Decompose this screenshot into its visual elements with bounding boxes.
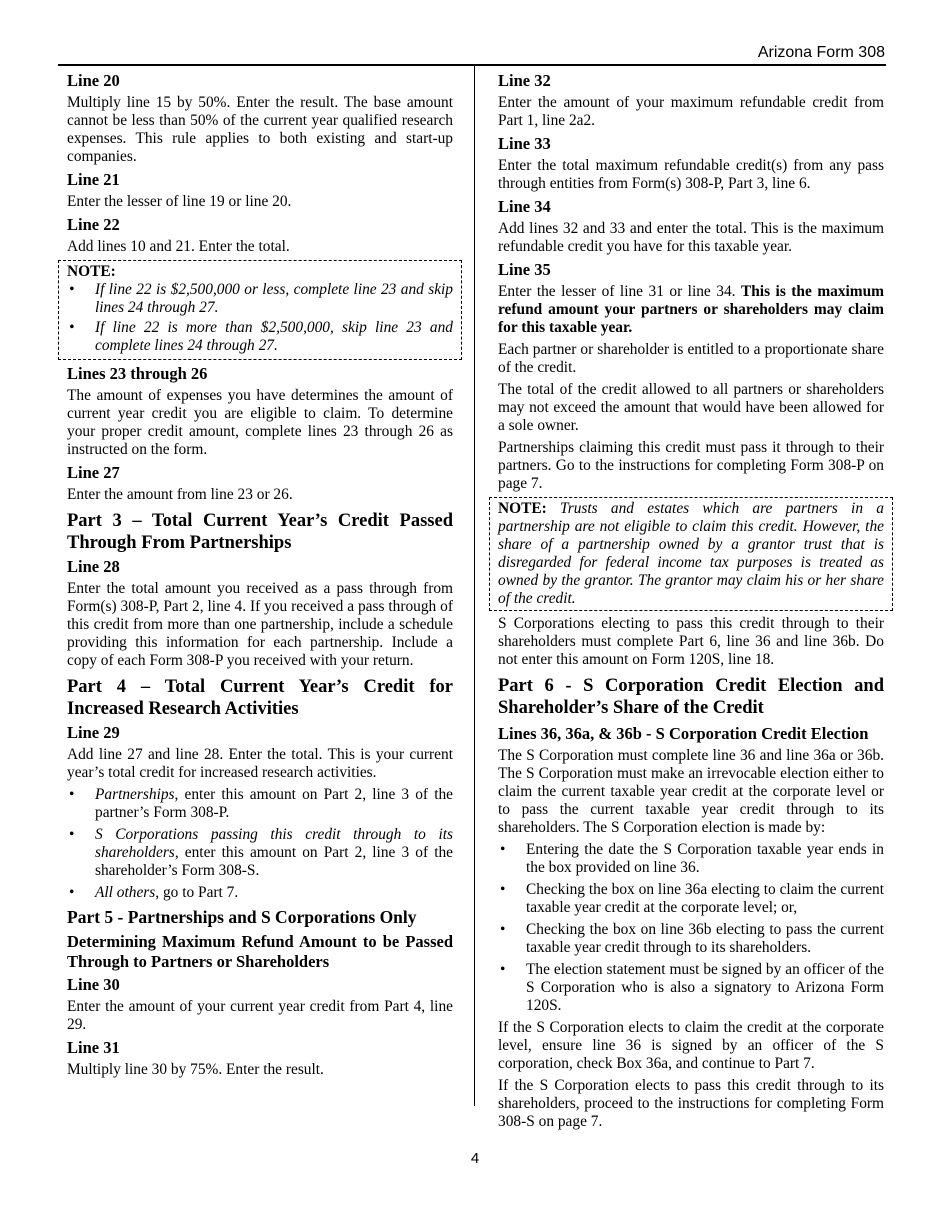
- line35-text: [498, 283, 884, 337]
- part6-heading: Part 6 - S Corporation Credit Election and Shareholder’s Share of the Credit: [498, 676, 884, 718]
- lines36-text: The S Corporation must complete line 36 and line 36a or 36b. The S Corporation must make an irrevocable election either to claim the current taxable year credit at the corporate level or to pass the current taxable year credit through to its shareholders. The S Corporation election is made by:: [498, 747, 884, 836]
- lines23-26-heading: Lines 23 through 26: [67, 364, 208, 383]
- list-item: [67, 884, 453, 902]
- lines36-list: [498, 841, 884, 1015]
- line29-list: [67, 786, 453, 902]
- list-item: [67, 786, 453, 822]
- line30-heading: Line 30: [67, 975, 120, 994]
- bullet-lead: S Corporations passing this credit through to its shareholders: [95, 826, 453, 861]
- line35-lead: Enter the lesser of line 31 or line 34.: [498, 283, 741, 300]
- line35-p3: The total of the credit allowed to all partners or shareholders may not exceed the amount that would have been allowed for a sole owner.: [498, 381, 884, 434]
- line35-p2: Each partner or shareholder is entitled to a proportionate share of the credit.: [498, 341, 884, 376]
- lines36-heading: Lines 36, 36a, & 36b - S Corporation Credit Election: [498, 724, 869, 743]
- bullet-rest: go to Part 7.: [159, 884, 239, 901]
- note-text: Trusts and estates which are partners in a partnership are not eligible to claim this credit. However, the share of a partnership owned by a grantor trust that is disregarded for federal income tax purposes is treated as owned by the grantor. The grantor may claim his or her share of the credit.: [498, 500, 884, 607]
- note-box-line22: [58, 260, 462, 360]
- line32-heading: Line 32: [498, 71, 551, 90]
- line21-text: Enter the lesser of line 19 or line 20.: [67, 193, 292, 210]
- line20-heading: Line 20: [67, 71, 120, 90]
- line34-heading: Line 34: [498, 197, 551, 216]
- bullet-rest: , enter this amount on Part 2, line 3 of the partner’s Form 308-P.: [95, 786, 453, 821]
- left-column: [67, 68, 453, 1083]
- line28-text: Enter the total amount you received as a pass through from Form(s) 308-P, Part 2, line 4. If you received a pass through of this credit from more than one partnership, include a schedule providing this information for each partnership. Include a copy of each Form 308-P you received with your return.: [67, 580, 453, 669]
- lines36-p2: If the S Corporation elects to claim the credit at the corporate level, ensure line 36 is signed by an officer of the S corporation, check Box 36a, and continue to Part 7.: [498, 1019, 884, 1072]
- line27-text: Enter the amount from line 23 or 26.: [67, 486, 293, 503]
- note-label: NOTE:: [498, 500, 547, 517]
- part5-subheading: Determining Maximum Refund Amount to be Passed Through to Partners or Shareholders: [67, 932, 453, 971]
- bullet-lead: All others,: [95, 884, 160, 901]
- part5-heading: Part 5 - Partnerships and S Corporations Only: [67, 907, 417, 927]
- line35-bold: This is the maximum refund amount your partners or shareholders may claim for this taxable year.: [498, 283, 885, 336]
- form-title: Arizona Form 308: [757, 44, 885, 61]
- line32-text: Enter the amount of your maximum refundable credit from Part 1, line 2a2.: [498, 94, 884, 129]
- lines23-26-text: The amount of expenses you have determines the amount of current year credit you are eligible to claim. To determine your proper credit amount, complete lines 23 through 26 as instructed on the form.: [67, 387, 453, 458]
- line34-text: Add lines 32 and 33 and enter the total. This is the maximum refundable credit you have for this taxable year.: [498, 220, 884, 255]
- note-item: • If line 22 is more than $2,500,000, skip line 23 and complete lines 24 through 27.: [67, 319, 453, 355]
- note-box-trusts: [489, 497, 893, 611]
- line31-text: Multiply line 30 by 75%. Enter the result.: [67, 1061, 324, 1078]
- note-label: NOTE:: [67, 263, 116, 280]
- line22-heading: Line 22: [67, 215, 120, 234]
- line33-heading: Line 33: [498, 134, 551, 153]
- line28-heading: Line 28: [67, 557, 120, 576]
- list-item: • Checking the box on line 36b electing to pass the current taxable year credit through to its shareholders.: [498, 921, 884, 957]
- bullet-rest: , enter this amount on Part 2, line 3 of the shareholder’s Form 308-S.: [95, 844, 453, 879]
- note-list: [67, 281, 453, 355]
- line35-heading: Line 35: [498, 260, 551, 279]
- line22-text: Add lines 10 and 21. Enter the total.: [67, 238, 290, 255]
- list-item: [67, 826, 453, 880]
- line21-heading: Line 21: [67, 170, 120, 189]
- line33-text: Enter the total maximum refundable credit(s) from any pass through entities from Form(s) 308-P, Part 3, line 6.: [498, 157, 884, 192]
- column-divider: [474, 66, 475, 1106]
- note-paragraph: [498, 500, 884, 608]
- line20-text: Multiply line 15 by 50%. Enter the result. The base amount cannot be less than 50% of the current year qualified research expenses. This rule applies to both existing and start-up companies.: [67, 94, 453, 165]
- line27-heading: Line 27: [67, 463, 120, 482]
- line29-heading: Line 29: [67, 723, 120, 742]
- page-number: 4: [470, 1150, 480, 1167]
- line29-text: Add line 27 and line 28. Enter the total. This is your current year’s total credit for increased research activities.: [67, 746, 453, 781]
- bullet-lead: Partnerships: [95, 786, 175, 803]
- list-item: • The election statement must be signed by an officer of the S Corporation who is also a signatory to Arizona Form 120S.: [498, 961, 884, 1015]
- line35-p4: Partnerships claiming this credit must pass it through to their partners. Go to the instructions for completing Form 308-P on page 7.: [498, 439, 884, 492]
- part4-heading: Part 4 – Total Current Year’s Credit for Increased Research Activities: [67, 677, 453, 719]
- line30-text: Enter the amount of your current year credit from Part 4, line 29.: [67, 998, 453, 1033]
- right-column: [498, 68, 884, 1135]
- list-item: • Entering the date the S Corporation taxable year ends in the box provided on line 36.: [498, 841, 884, 877]
- list-item: • Checking the box on line 36a electing to claim the current taxable year credit at the corporate level; or,: [498, 881, 884, 917]
- line31-heading: Line 31: [67, 1038, 120, 1057]
- scorp-text: S Corporations electing to pass this credit through to their shareholders must complete Part 6, line 36 and line 36b. Do not enter this amount on Form 120S, line 18.: [498, 615, 884, 668]
- lines36-p3: If the S Corporation elects to pass this credit through to its shareholders, proceed to the instructions for completing Form 308-S on page 7.: [498, 1077, 884, 1130]
- part3-heading: Part 3 – Total Current Year’s Credit Passed Through From Partnerships: [67, 511, 453, 553]
- header-rule: [58, 64, 886, 66]
- note-item: • If line 22 is $2,500,000 or less, complete line 23 and skip lines 24 through 27.: [67, 281, 453, 317]
